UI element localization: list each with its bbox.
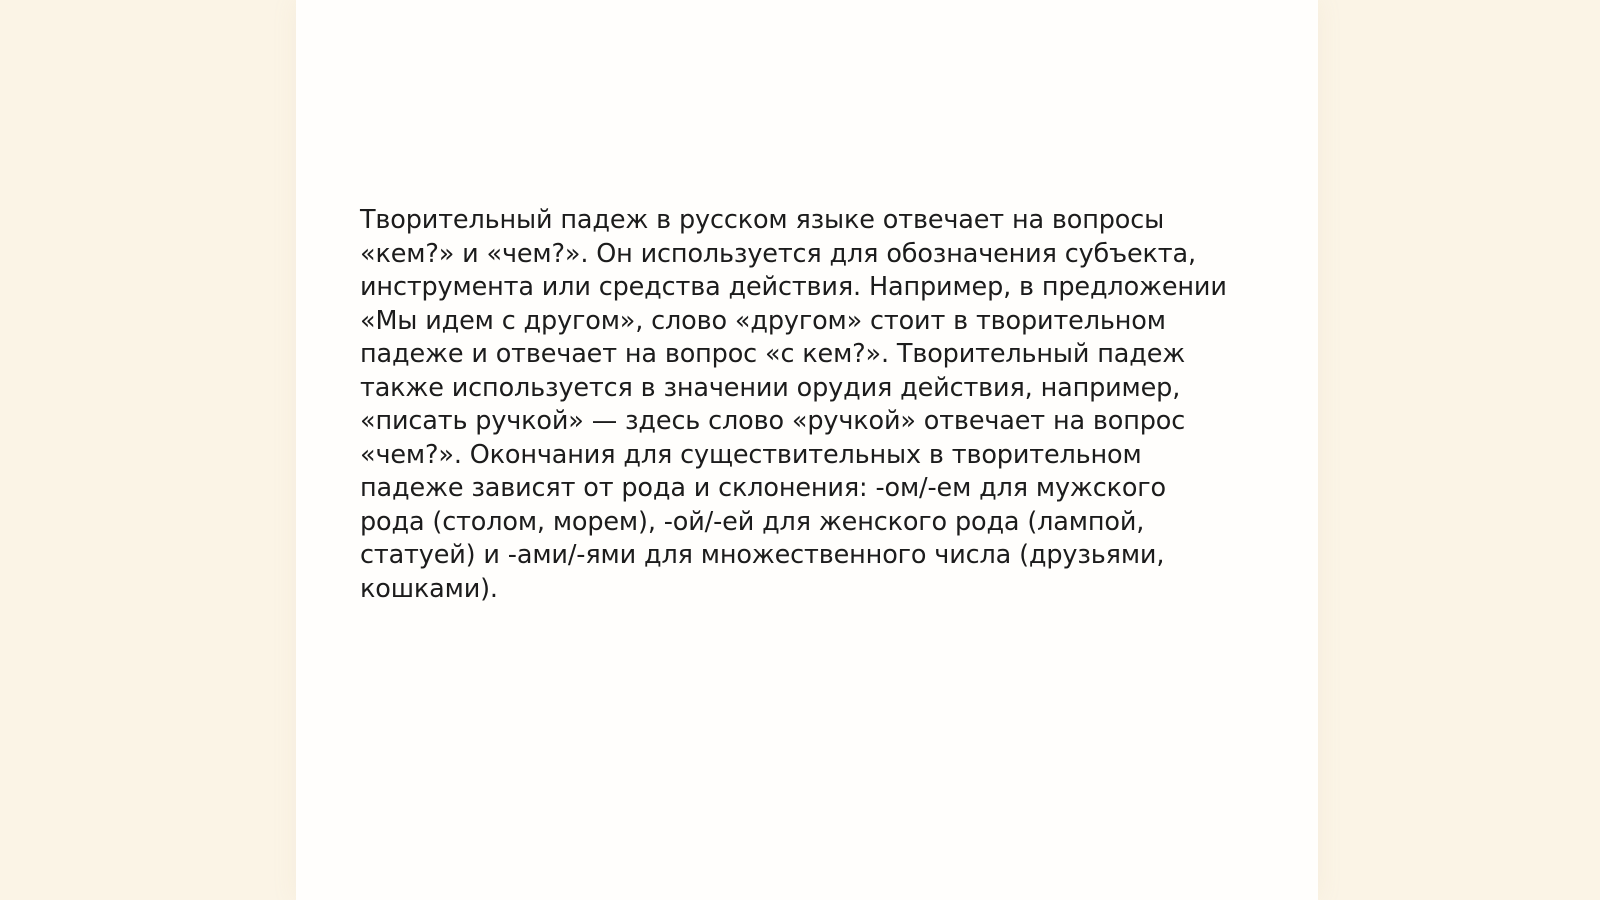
paragraph-line: Творительный падеж в русском языке отвечает на вопросы <box>360 205 1165 235</box>
paragraph-line: падеже зависят от рода и склонения: -ом/-ем для мужского <box>360 473 1167 503</box>
document-page <box>296 0 1318 900</box>
paragraph-line: «Мы идем с другом», слово «другом» стоит в творительном <box>360 305 1166 336</box>
paragraph-line: «чем?». Окончания для существительных в творительном <box>360 439 1142 470</box>
paragraph-line: «писать ручкой» — здесь слово «ручкой» отвечает на вопрос <box>360 406 1186 436</box>
paragraph-line: кошками). <box>360 573 498 604</box>
paragraph-line: рода (столом, морем), -ой/-ей для женского рода (лампой, <box>360 506 1145 537</box>
body-paragraph <box>360 204 1260 606</box>
paragraph-line: статуей) и -ами/-ями для множественного числа (друзьями, <box>360 540 1165 570</box>
right-margin-background <box>1318 0 1600 900</box>
paragraph-line: также используется в значении орудия действия, например, <box>360 372 1181 403</box>
left-margin-background <box>0 0 296 900</box>
paragraph-line: падеже и отвечает на вопрос «с кем?». Творительный падеж <box>360 339 1186 369</box>
paragraph-line: инструмента или средства действия. Например, в предложении <box>360 272 1227 302</box>
paragraph-line: «кем?» и «чем?». Он используется для обозначения субъекта, <box>360 238 1196 269</box>
